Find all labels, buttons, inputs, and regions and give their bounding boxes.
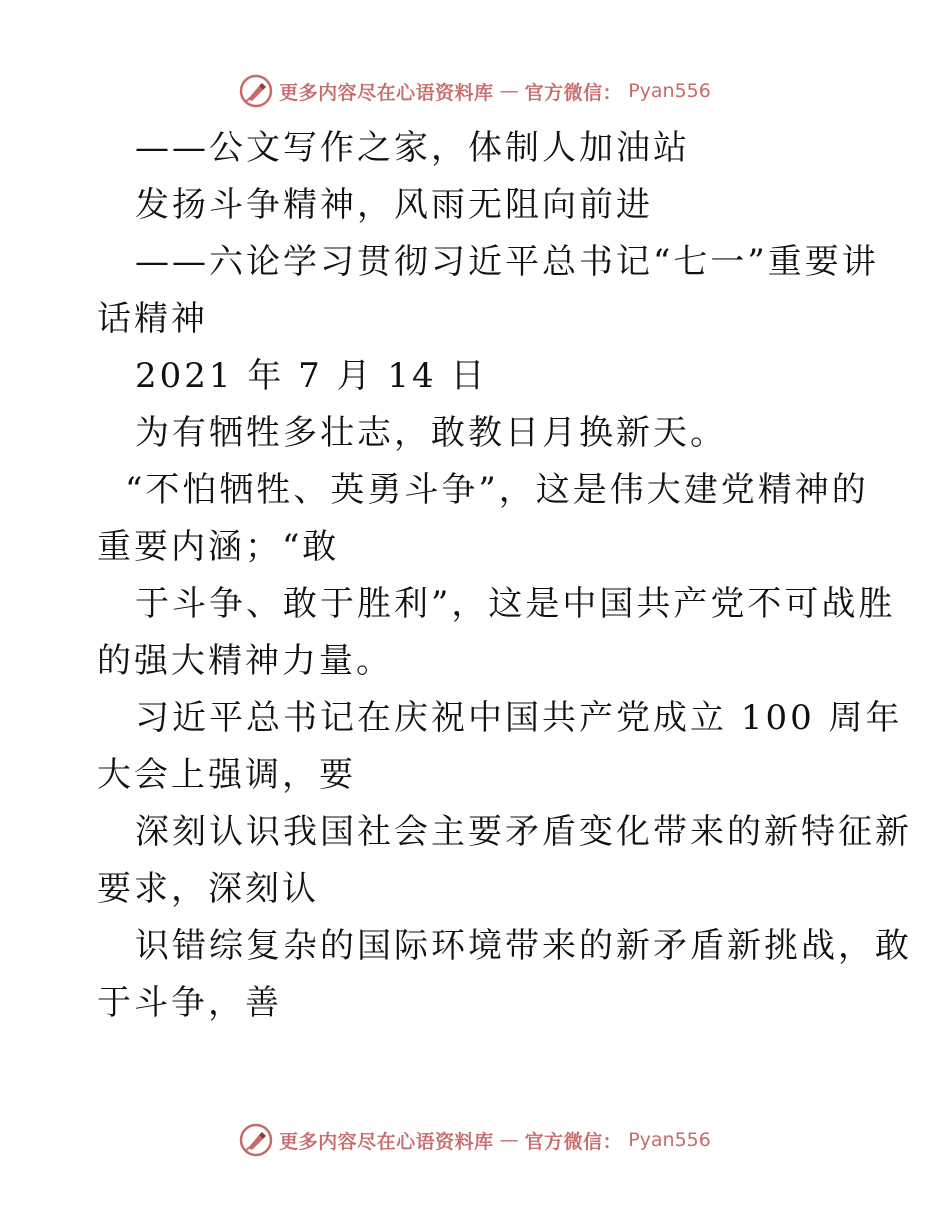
paragraph-line: 深刻认识我国社会主要矛盾变化带来的新特征新 — [135, 812, 912, 852]
watermark-contact-value: Pyan556 — [628, 1129, 711, 1151]
paragraph-line: 于斗争、敢于胜利”，这是中国共产党不可战胜 — [135, 584, 896, 624]
article-date: 2021 年 7 月 14 日 — [135, 356, 488, 396]
watermark-contact-label: 官方微信： — [524, 81, 623, 104]
paragraph-line: 为有牺牲多壮志，敢教日月换新天。 — [135, 413, 727, 453]
paragraph-line: 重要内涵；“敢 — [97, 527, 340, 567]
paragraph-line: 的强大精神力量。 — [97, 641, 393, 681]
article-subtitle-line-1: ——六论学习贯彻习近平总书记“七一”重要讲 — [135, 242, 879, 282]
article-title: 发扬斗争精神，风雨无阻向前进 — [135, 185, 653, 225]
subtitle-line: ——公文写作之家，体制人加油站 — [135, 128, 690, 168]
pen-nib-logo-icon — [239, 1123, 273, 1157]
article-subtitle-line-2: 话精神 — [97, 299, 208, 339]
footer-watermark — [0, 1120, 950, 1160]
watermark-text: 更多内容尽在心语资料库 — [279, 1130, 494, 1153]
paragraph-line: 大会上强调，要 — [97, 755, 356, 795]
paragraph-line: 于斗争，善 — [97, 983, 282, 1023]
watermark-dash: — — [499, 1129, 519, 1151]
document-body — [97, 120, 912, 1032]
pen-nib-logo-icon — [239, 74, 273, 108]
watermark-dash: — — [499, 80, 519, 102]
paragraph-line: 识错综复杂的国际环境带来的新矛盾新挑战，敢 — [135, 926, 912, 966]
header-watermark — [0, 71, 950, 111]
watermark-contact-value: Pyan556 — [628, 80, 711, 102]
paragraph-line: 要求，深刻认 — [97, 869, 319, 909]
paragraph-line: “不怕牺牲、英勇斗争”，这是伟大建党精神的 — [125, 470, 869, 510]
watermark-text: 更多内容尽在心语资料库 — [279, 81, 494, 104]
paragraph-line: 习近平总书记在庆祝中国共产党成立 100 周年 — [135, 698, 903, 738]
watermark-contact-label: 官方微信： — [524, 1130, 623, 1153]
